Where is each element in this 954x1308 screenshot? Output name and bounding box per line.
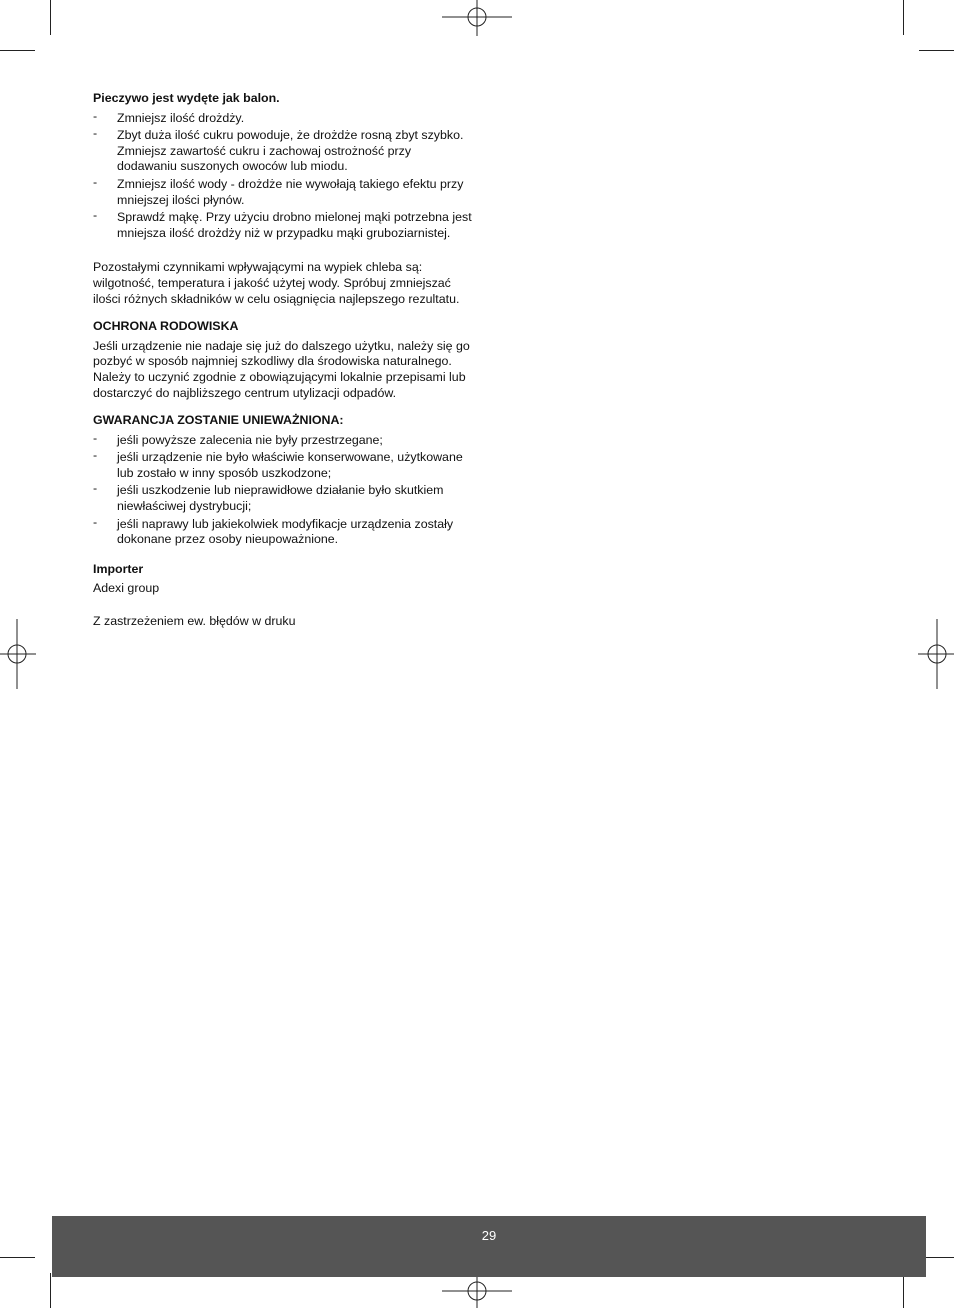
importer-name: Adexi group <box>93 581 160 596</box>
environment-section <box>93 319 473 401</box>
page-footer <box>52 1216 926 1277</box>
registration-mark-top-icon <box>442 0 512 36</box>
bread-list <box>93 111 473 242</box>
list-item: - jeśli naprawy lub jakiekolwiek modyfikacje urządzenia zostały dokonane przez osoby nieupoważnione. <box>93 517 473 548</box>
warranty-heading: GWARANCJA ZOSTANIE UNIEWAŻNIONA: <box>93 413 344 428</box>
warranty-section <box>93 413 473 548</box>
registration-mark-left-icon <box>0 619 36 689</box>
factors-paragraph: Pozostałymi czynnikami wpływającymi na wypiek chleba są: wilgotność, temperatura i jakość użytej wody. Spróbuj zmniejszać ilości różnych składników w celu osiągnięcia najlepszego rezultatu. <box>93 260 460 306</box>
list-item: - jeśli urządzenie nie było właściwie konserwowane, użytkowane lub zostało w inny sposób uszkodzone; <box>93 450 473 481</box>
environment-text: Jeśli urządzenie nie nadaje się już do dalszego użytku, należy się go pozbyć w sposób najmniej szkodliwy dla środowiska naturalnego. Należy to uczynić zgodnie z obowiązującymi lokalnie przepisami lub dostarczyć do najbliższego centrum utylizacji odpadów. <box>93 338 470 400</box>
warranty-list <box>93 433 473 548</box>
page-number: 29 <box>481 1228 497 1243</box>
bread-heading: Pieczywo jest wydęte jak balon. <box>93 91 280 105</box>
list-item: - Zbyt duża ilość cukru powoduje, że drożdże rosną zbyt szybko. Zmniejsz zawartość cukru i zachowaj ostrożność przy dodawaniu suszonych owoców lub miodu. <box>93 128 473 175</box>
main-content <box>93 91 473 630</box>
list-item: - Zmniejsz ilość wody - drożdże nie wywołają takiego efektu przy mniejszej ilości płynów. <box>93 177 473 208</box>
list-item: - Sprawdź mąkę. Przy użyciu drobno mielonej mąki potrzebna jest mniejsza ilość drożdży niż w przypadku mąki gruboziarnistej. <box>93 210 473 241</box>
list-item: - Zmniejsz ilość drożdży. <box>93 111 473 127</box>
registration-mark-right-icon <box>918 619 954 689</box>
list-item: - jeśli uszkodzenie lub nieprawidłowe działanie było skutkiem niewłaściwej dystrybucji; <box>93 483 473 514</box>
print-disclaimer: Z zastrzeżeniem ew. błędów w druku <box>93 614 296 629</box>
bread-section <box>93 91 473 241</box>
registration-mark-bottom-icon <box>442 1272 512 1308</box>
list-item: - jeśli powyższe zalecenia nie były przestrzegane; <box>93 433 473 449</box>
importer-section <box>93 562 473 597</box>
environment-heading: OCHRONA RODOWISKA <box>93 319 239 334</box>
importer-heading: Importer <box>93 561 144 576</box>
